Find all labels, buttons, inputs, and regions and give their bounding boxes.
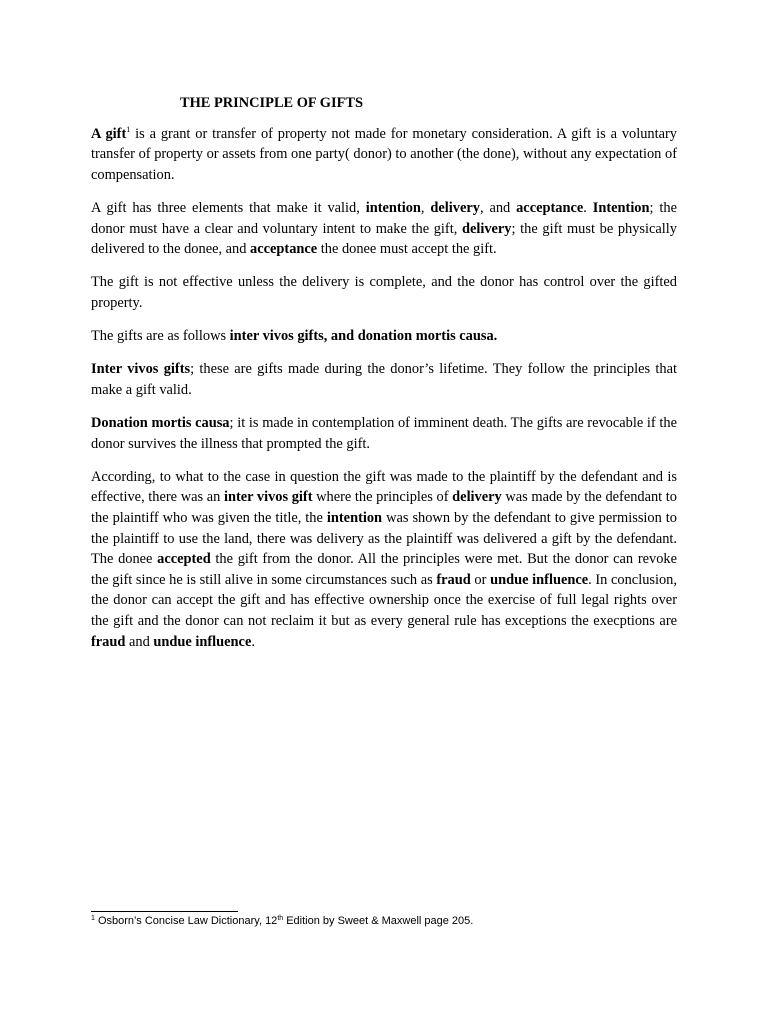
footnote-marker: 1: [91, 915, 95, 922]
paragraph-text: A gift has three elements that make it valid,: [91, 199, 366, 216]
bold-term: Donation mortis causa: [91, 415, 230, 432]
bold-term: inter vivos gift: [223, 489, 313, 506]
paragraph-text: the donee must accept the gift.: [317, 241, 497, 258]
paragraph-text: According, to what to the case in question the gift was made to the plaintiff by the defendant and is effective, there was an: [91, 468, 677, 506]
footnote-reference[interactable]: 1: [126, 124, 131, 134]
paragraph-text: or: [470, 571, 491, 588]
paragraph-elements: [91, 198, 677, 260]
term-a-gift: A gift: [91, 125, 127, 142]
bold-term: undue influence: [490, 571, 589, 588]
bold-term: accepted: [157, 551, 211, 568]
bold-term: intention: [326, 510, 383, 527]
document-body: [91, 93, 677, 665]
footnote-text: Osborn’s Concise Law Dictionary, 12: [94, 915, 278, 927]
paragraph-text: ; the gift must be physically delivered to the donee, and: [91, 220, 677, 258]
paragraph-text: . In conclusion, the donor can accept the gift and has effective ownership once the exercise of full legal rights over the gift and the donor can not reclaim it but as every general rule has exceptions the execptions are: [91, 571, 677, 630]
bold-term: intention: [365, 199, 421, 216]
paragraph-effectiveness: The gift is not effective unless the delivery is complete, and the donor has control over the gifted property.: [91, 274, 677, 311]
paragraph-text: .: [583, 199, 593, 216]
paragraph-text: is a grant or transfer of property not made for monetary consideration. A gift is a voluntary transfer of property or assets from one party( donor) to another (the done), without any expectation of compensation.: [91, 125, 677, 183]
page-title: THE PRINCIPLE OF GIFTS: [180, 95, 363, 111]
paragraph-definition: [91, 124, 677, 186]
bold-term: acceptance: [516, 199, 584, 216]
footnote: [91, 913, 677, 929]
paragraph-inter-vivos: [91, 359, 677, 400]
paragraph-mortis-causa: [91, 413, 677, 454]
bold-term: Inter vivos gifts: [91, 361, 191, 378]
bold-term: acceptance: [250, 241, 318, 258]
paragraph-types: [91, 326, 677, 347]
paragraph-text: and: [125, 633, 154, 650]
paragraph-text: The gifts are as follows: [91, 328, 230, 345]
paragraph-text: where the principles of: [312, 489, 453, 506]
bold-term: delivery: [452, 489, 502, 506]
paragraph-text: , and: [479, 199, 517, 216]
paragraph-text: was made by the defendant to the plaintiff who was given the title, the: [91, 489, 678, 527]
bold-term: delivery: [430, 199, 480, 216]
paragraph-text: was shown by the defendant to give permission to the plaintiff to use the land, there was delivery as the plaintiff was delivered a gift by the defendant. The donee: [91, 510, 677, 568]
footnote-ordinal-suffix: th: [277, 915, 284, 922]
paragraph-text: ; the donor must have a clear and voluntary intent to make the gift,: [91, 199, 677, 237]
paragraph-text: .: [251, 633, 255, 650]
paragraph-text: the gift from the donor. All the principles were met. But the donor can revoke the gift since he is still alive in some circumstances such as: [91, 551, 677, 588]
paragraph-text: ; it is made in contemplation of imminent death. The gifts are revocable if the donor survives the illness that prompted the gift.: [91, 415, 677, 452]
bold-term: inter vivos gifts, and donation mortis causa.: [229, 328, 498, 345]
bold-term: fraud: [436, 571, 471, 588]
bold-term: fraud: [91, 633, 126, 650]
paragraph-text: ,: [420, 199, 431, 216]
bold-term: delivery: [461, 220, 512, 237]
paragraph-conclusion: [91, 467, 677, 652]
footnote-text: Edition by Sweet & Maxwell page 205.: [283, 915, 474, 927]
bold-term: undue influence: [153, 633, 252, 650]
footnote-separator: [91, 911, 238, 912]
bold-term: Intention: [592, 199, 650, 216]
paragraph-text: ; these are gifts made during the donor’s lifetime. They follow the principles that make a gift valid.: [91, 361, 677, 398]
